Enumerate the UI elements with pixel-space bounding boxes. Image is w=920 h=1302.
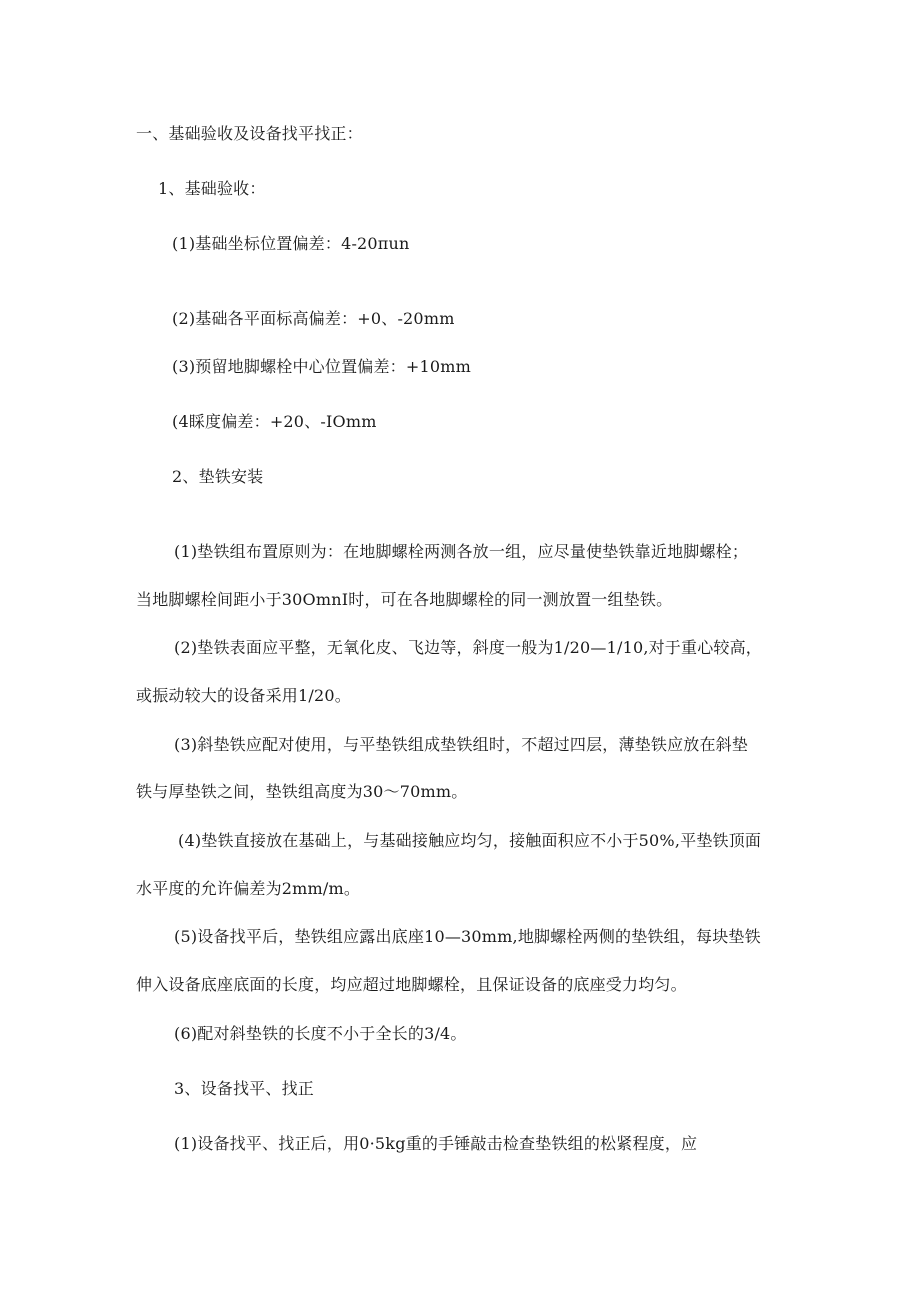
shim-item-3-line-1: (3)斜垫铁应配对使用，与平垫铁组成垫铁组时，不超过四层，薄垫铁应放在斜垫 (174, 735, 749, 754)
foundation-item-4: (4睬度偏差：+20、-IOmm (172, 412, 377, 431)
subsection-title-leveling-alignment: 3、设备找平、找正 (174, 1079, 314, 1098)
shim-item-5-line-1: (5)设备找平后，垫铁组应露出底座10—30mm,地脚螺栓两侧的垫铁组，每块垫铁 (174, 927, 761, 946)
foundation-item-3: (3)预留地脚螺栓中心位置偏差：+10mm (172, 357, 471, 376)
shim-item-3-line-2: 铁与厚垫铁之间，垫铁组高度为30～70mm。 (136, 782, 468, 801)
shim-item-2-line-2: 或振动较大的设备采用1/20。 (136, 686, 351, 705)
leveling-item-1: (1)设备找平、找正后，用0·5kg重的手锤敲击检查垫铁组的松紧程度，应 (174, 1134, 698, 1153)
subsection-title-shim-installation: 2、垫铁安装 (172, 467, 264, 486)
subsection-title-foundation-acceptance: 1、基础验收： (158, 179, 266, 198)
foundation-item-1: (1)基础坐标位置偏差：4-20πun (172, 234, 410, 253)
section-title: 一、基础验收及设备找平找正： (136, 124, 363, 143)
shim-item-2-line-1: (2)垫铁表面应平整，无氧化皮、飞边等，斜度一般为1/20—1/10,对于重心较高， (174, 638, 763, 657)
shim-item-4-line-2: 水平度的允许偏差为2mm∕m。 (136, 879, 361, 898)
shim-item-1-line-1: (1)垫铁组布置原则为：在地脚螺栓两测各放一组，应尽量使垫铁靠近地脚螺栓； (174, 542, 749, 561)
foundation-item-2: (2)基础各平面标高偏差：+0、-20mm (172, 309, 455, 328)
shim-item-4-line-1: (4)垫铁直接放在基础上，与基础接触应均匀，接触面积应不小于50%,平垫铁顶面 (178, 831, 762, 850)
shim-item-5-line-2: 伸入设备底座底面的长度，均应超过地脚螺栓，且保证设备的底座受力均匀。 (136, 975, 687, 994)
shim-item-6: (6)配对斜垫铁的长度不小于全长的3/4。 (174, 1024, 467, 1043)
shim-item-1-line-2: 当地脚螺栓间距小于30OmnI时，可在各地脚螺栓的同一测放置一组垫铁。 (136, 590, 673, 609)
